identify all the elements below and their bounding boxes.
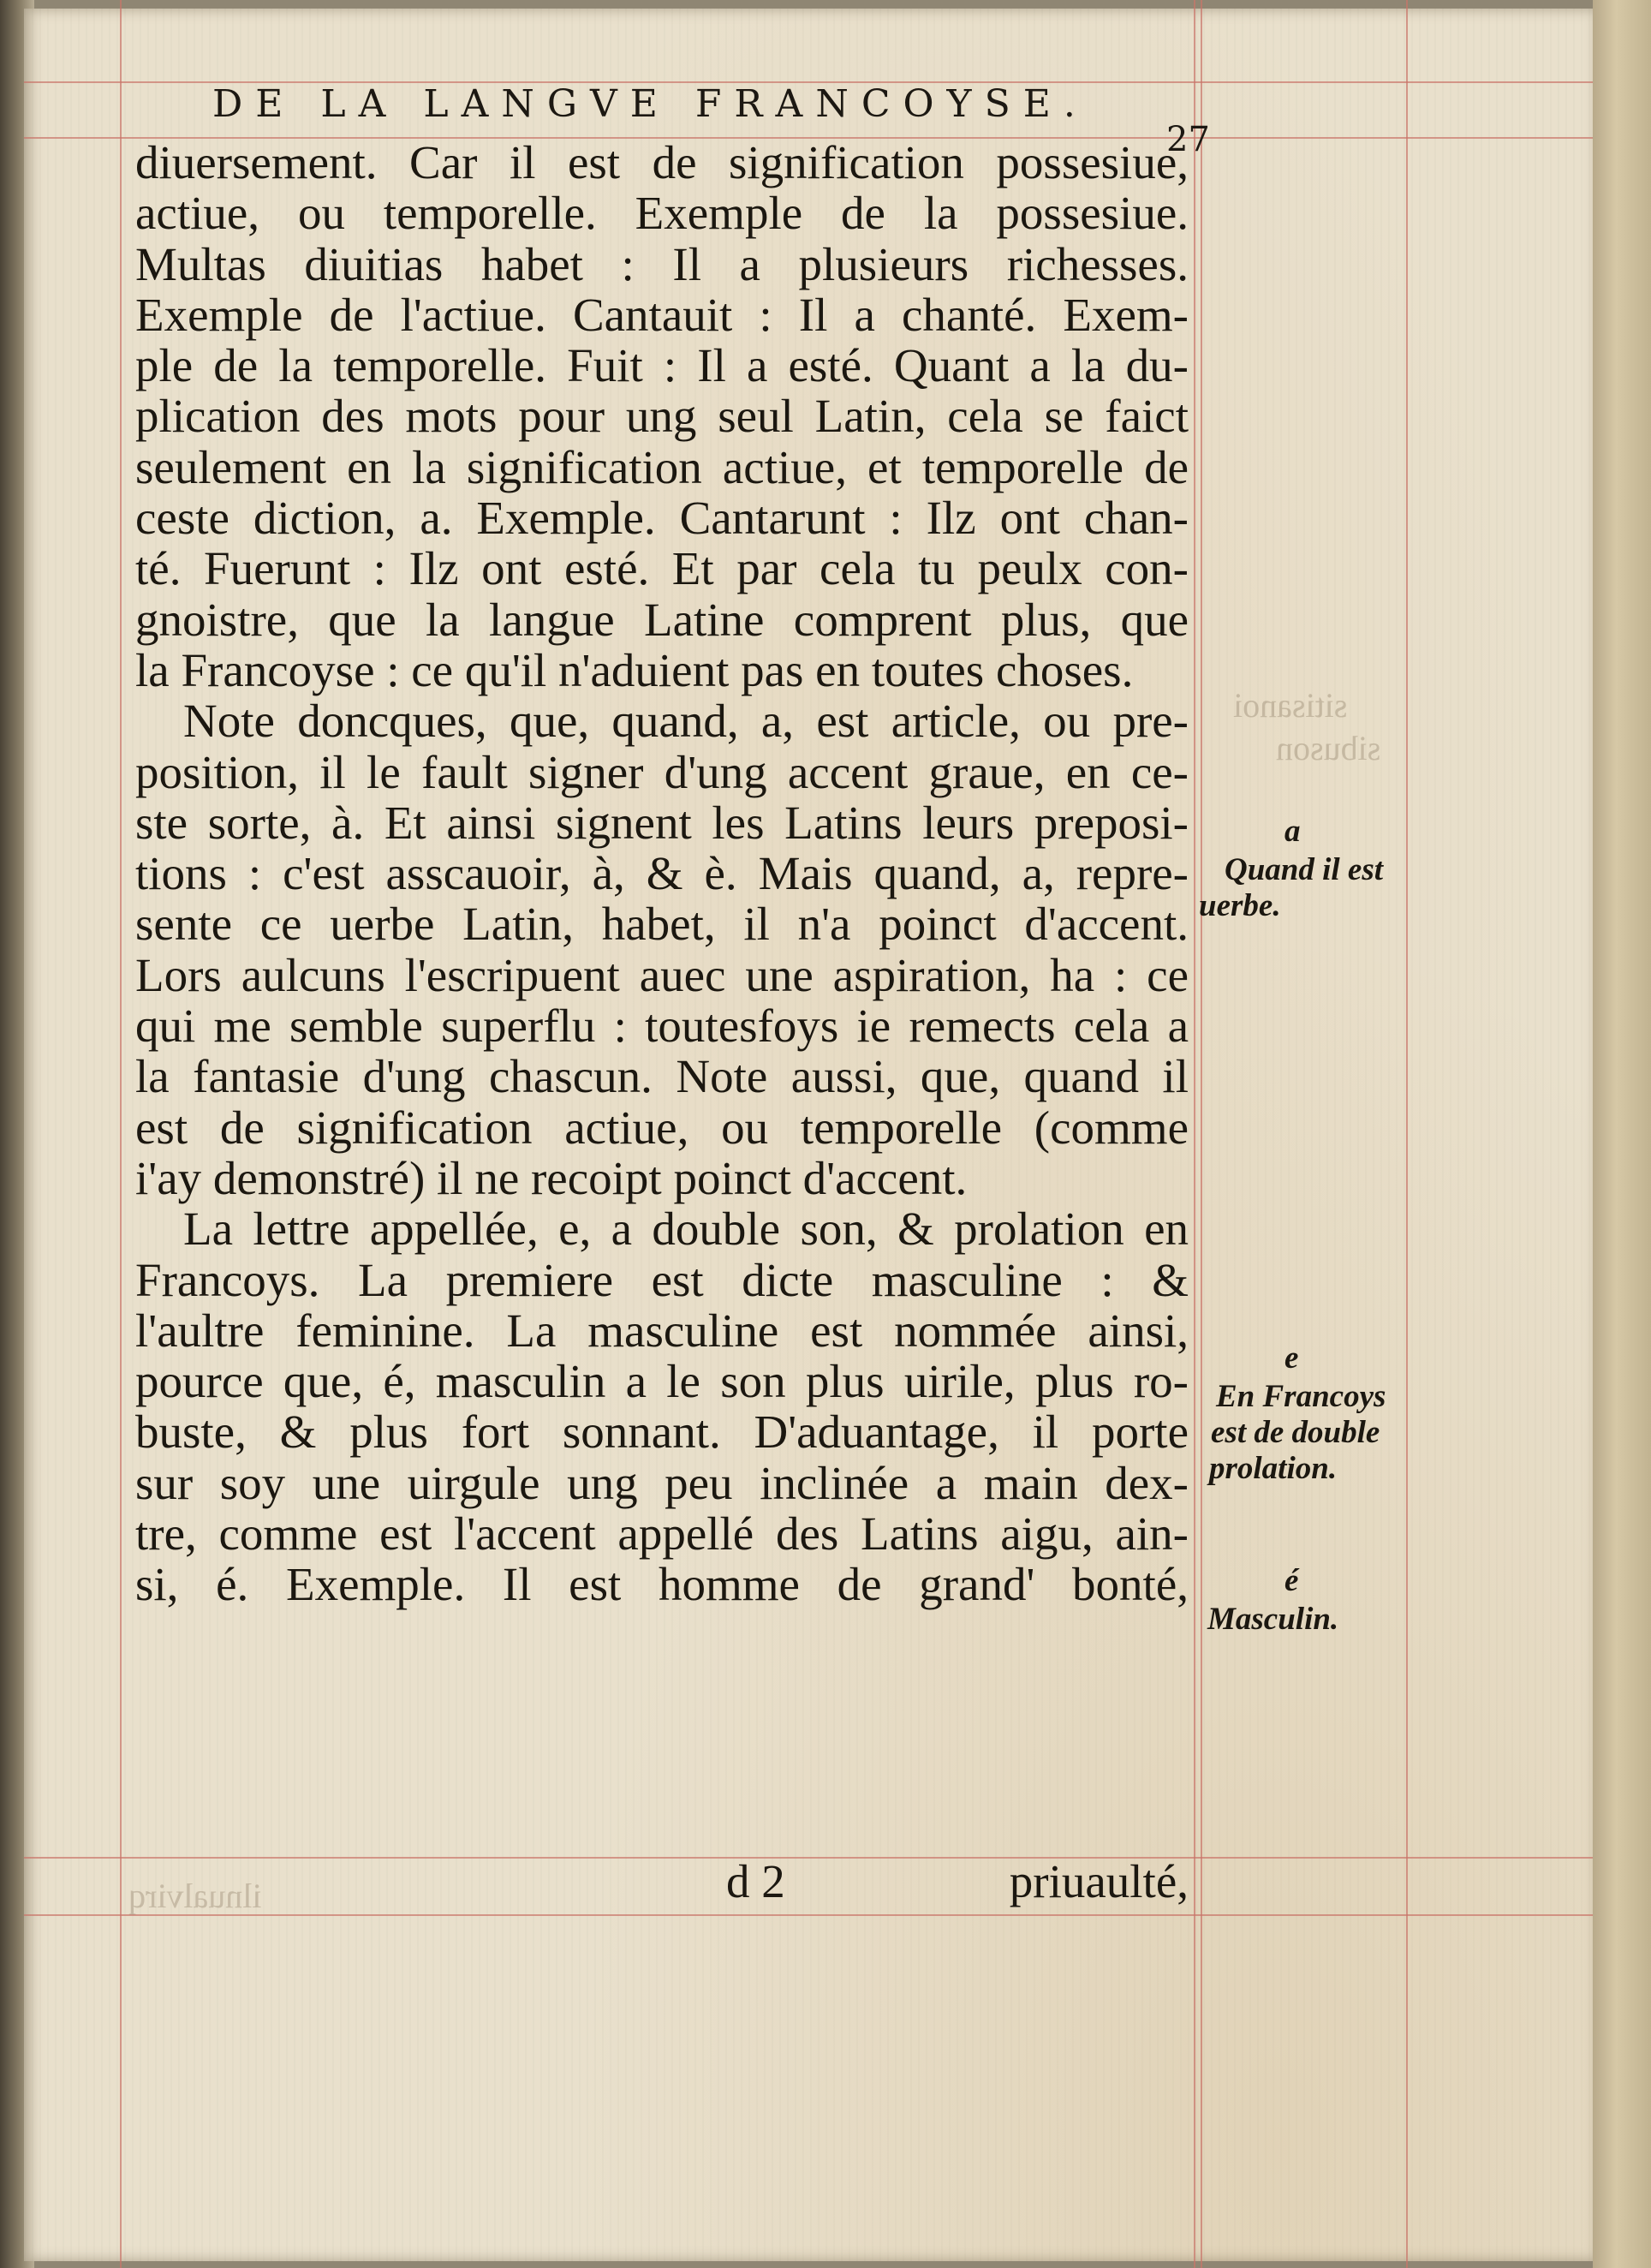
text-line: sente ce uerbe Latin, habet, il n'a poinct d'accent. xyxy=(135,898,1189,951)
cover-board-edge xyxy=(1593,0,1651,2268)
text-line: actiue, ou temporelle. Exemple de la possesiue. xyxy=(135,187,1189,240)
ruling-line-left xyxy=(120,0,122,2268)
catchword: priuaulté, xyxy=(1009,1855,1189,1907)
text-line: si, é. Exemple. Il est homme de grand' bonté, xyxy=(135,1558,1189,1611)
text-line: tions : c'est asscauoir, à, & è. Mais quand, a, repre- xyxy=(135,847,1189,900)
margin-note-a-text: Quand il est uerbe. xyxy=(1199,852,1384,923)
text-line: té. Fuerunt : Ilz ont esté. Et par cela tu peulx con- xyxy=(135,542,1189,595)
text-line: seulement en la signification actiue, et temporelle de xyxy=(135,440,1189,493)
text-line: sur soy une uirgule ung peu inclinée a main dex- xyxy=(135,1456,1189,1509)
text-line: i'ay demonstré) il ne recoipt poinct d'accent. xyxy=(135,1151,968,1204)
text-line: pource que, é, masculin a le son plus uirile, plus ro- xyxy=(135,1355,1189,1408)
show-through-text: sibuson xyxy=(1276,729,1381,767)
text-line: Multas diuitias habet : Il a plusieurs richesses. xyxy=(135,237,1189,290)
ruling-line-text-right-double xyxy=(1201,0,1202,2268)
text-line: diuersement. Car il est de signification possesiue, xyxy=(135,136,1189,188)
text-line: la fantasie d'ung chascun. Note aussi, que, quand il xyxy=(135,1050,1189,1103)
text-line: ste sorte, à. Et ainsi signent les Latins leurs preposi- xyxy=(135,796,1189,849)
text-line: Lors aulcuns l'escripuent auec une aspiration, ha : ce xyxy=(135,948,1189,1001)
show-through-text: sitisanoi xyxy=(1233,686,1348,725)
text-line: est de signification actiue, ou temporelle (comme xyxy=(135,1101,1189,1154)
running-head: DE LA LANGVE FRANCOYSE. xyxy=(212,82,1088,126)
margin-note-e-acute: é xyxy=(1284,1563,1299,1598)
text-line: ceste diction, a. Exemple. Cantarunt : Ilz ont chan- xyxy=(135,492,1189,545)
text-line: plication des mots pour ung seul Latin, cela se faict xyxy=(135,390,1189,443)
signature-mark: d 2 xyxy=(726,1855,785,1907)
text-line: buste, & plus fort sonnant. D'aduantage, il porte xyxy=(135,1406,1189,1459)
text-line: ple de la temporelle. Fuit : Il a esté. Quant a la du- xyxy=(135,339,1189,392)
text-line: Exemple de l'actiue. Cantauit : Il a chanté. Exem- xyxy=(135,288,1189,341)
text-line: qui me semble superflu : toutesfoys ie remects cela a xyxy=(135,1000,1189,1053)
margin-note-a: a xyxy=(1284,814,1301,849)
page-number: 27 xyxy=(1166,120,1210,159)
text-line: la Francoyse : ce qu'il n'aduient pas en toutes choses. xyxy=(135,643,1134,696)
text-line: position, il le fault signer d'ung accent graue, en ce- xyxy=(135,745,1189,798)
margin-note-masculin: Masculin. xyxy=(1207,1602,1339,1637)
text-line: gnoistre, que la langue Latine comprent plus, que xyxy=(135,593,1189,646)
ruling-line-text-right xyxy=(1194,0,1195,2268)
text-line: Note doncques, que, quand, a, est article, ou pre- xyxy=(183,695,1189,748)
margin-note-e: e xyxy=(1284,1340,1299,1376)
ruling-line-margin-right xyxy=(1406,0,1408,2268)
main-text-block xyxy=(135,137,1189,1610)
text-line: l'aultre feminine. La masculine est nommée ainsi, xyxy=(135,1304,1189,1357)
page-footer xyxy=(135,1854,1189,1906)
text-line: tre, comme est l'accent appellé des Latins aigu, ain- xyxy=(135,1507,1189,1561)
show-through-text: ilnualvirq xyxy=(128,1877,262,1915)
text-line: La lettre appellée, e, a double son, & prolation en xyxy=(183,1203,1189,1256)
text-line: Francoys. La premiere est dicte masculine : & xyxy=(135,1253,1189,1306)
margin-note-e-text: En Francoys est de double prolation. xyxy=(1209,1379,1386,1486)
